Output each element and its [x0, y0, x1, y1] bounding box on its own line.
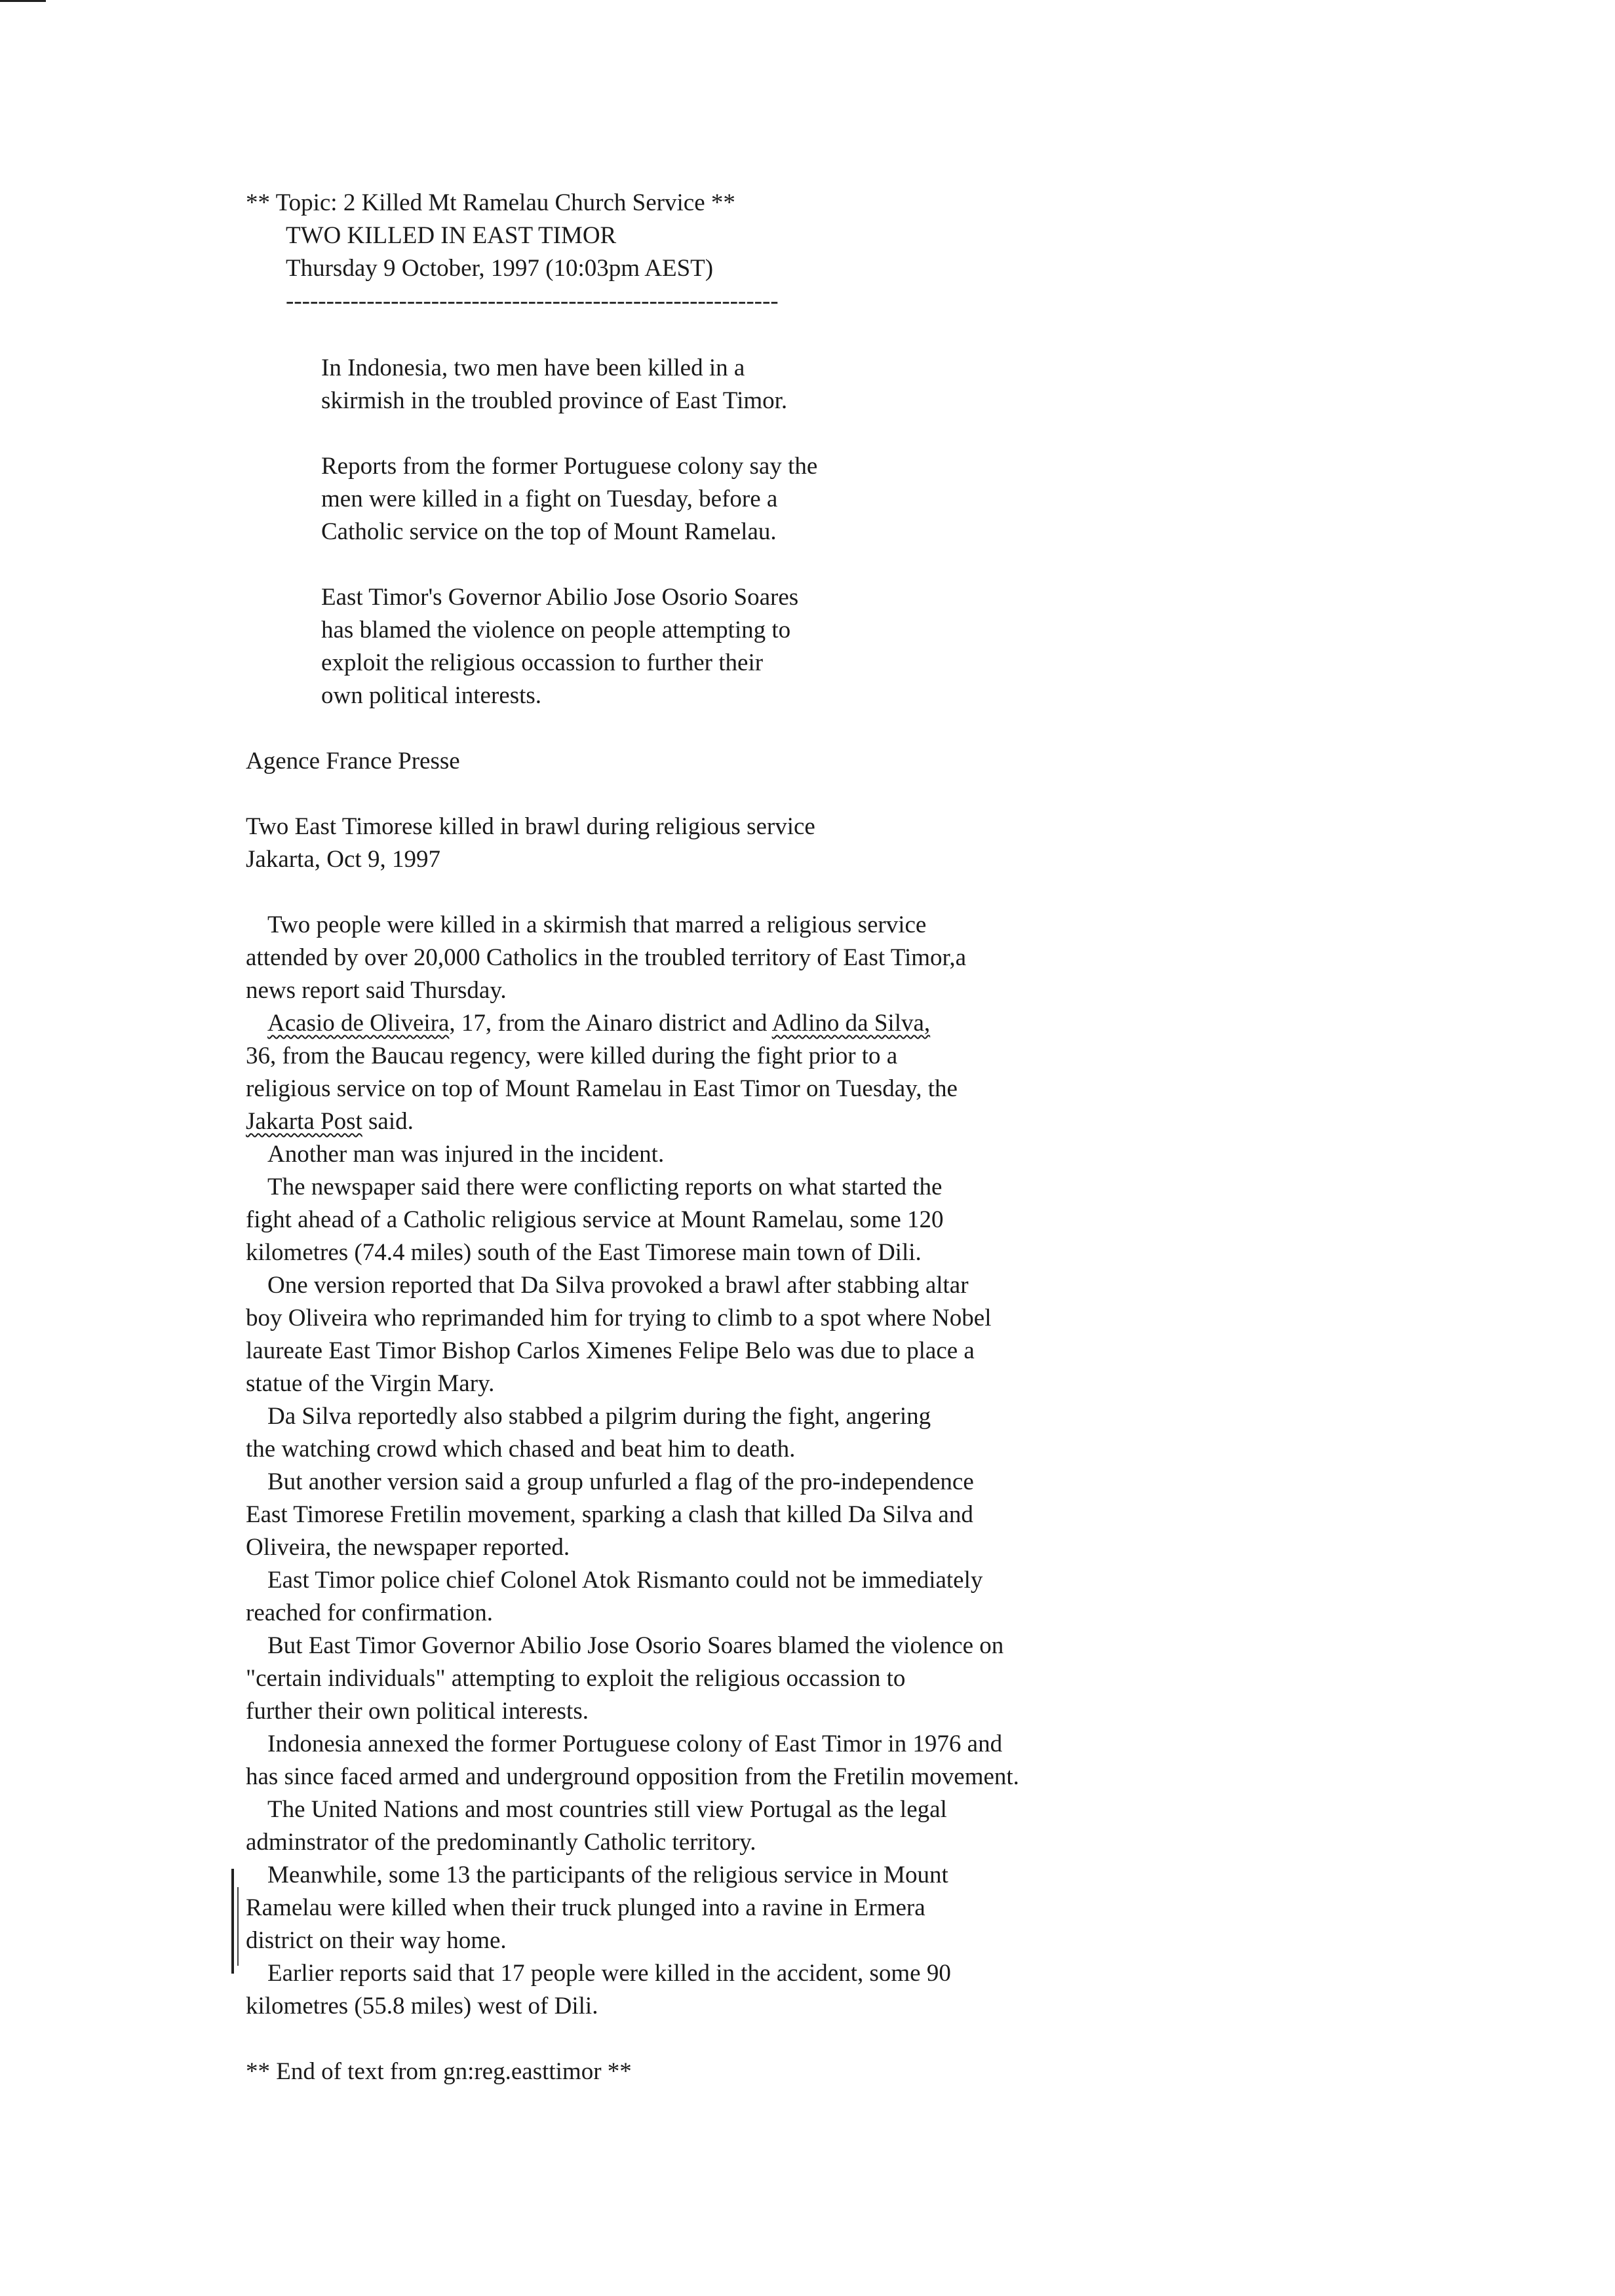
article-line: Meanwhile, some 13 the participants of the religious service in Mount	[267, 1862, 948, 1888]
underlined-name: Jakarta Post	[246, 1108, 362, 1135]
article-line: has since faced armed and underground opposition from the Fretilin movement.	[246, 1763, 1019, 1790]
summary-line: Catholic service on the top of Mount Ramelau.	[321, 518, 777, 545]
underlined-name: Acasio de Oliveira	[267, 1010, 450, 1037]
article-line: news report said Thursday.	[246, 977, 507, 1004]
summary-line: In Indonesia, two men have been killed in a	[321, 354, 745, 381]
article-line: religious service on top of Mount Ramelau in East Timor on Tuesday, the	[246, 1075, 958, 1102]
article-line: further their own political interests.	[246, 1698, 589, 1725]
summary-line: own political interests.	[321, 682, 542, 709]
article-line: 36, from the Baucau regency, were killed during the fight prior to a	[246, 1043, 898, 1069]
underlined-name: Adlino da Silva,	[771, 1010, 931, 1037]
article-line: kilometres (55.8 miles) west of Dili.	[246, 1993, 598, 2019]
summary-line: men were killed in a fight on Tuesday, before a	[321, 486, 778, 512]
article-line: One version reported that Da Silva provoked a brawl after stabbing altar	[267, 1272, 969, 1299]
summary-line: skirmish in the troubled province of East Timor.	[321, 387, 788, 414]
article-line: attended by over 20,000 Catholics in the troubled territory of East Timor,a	[246, 944, 967, 971]
article-title: Two East Timorese killed in brawl during religious service	[246, 813, 815, 840]
article-line: Oliveira, the newspaper reported.	[246, 1534, 570, 1561]
article-line: Indonesia annexed the former Portuguese colony of East Timor in 1976 and	[267, 1731, 1003, 1757]
article-line: Another man was injured in the incident.	[267, 1141, 665, 1168]
margin-annotation-mark	[231, 1869, 234, 1974]
separator-line: -------------------------------------------------------------	[286, 288, 779, 315]
article-line: district on their way home.	[246, 1927, 507, 1954]
article-line: "certain individuals" attempting to exploit the religious occassion to	[246, 1665, 906, 1692]
article-text: , 17, from the Ainaro district and	[449, 1010, 772, 1037]
article-line: Earlier reports said that 17 people were killed in the accident, some 90	[267, 1960, 951, 1987]
headline: TWO KILLED IN EAST TIMOR	[286, 222, 617, 249]
summary-line: East Timor's Governor Abilio Jose Osorio Soares	[321, 584, 799, 611]
article-line: kilometres (74.4 miles) south of the East Timorese main town of Dili.	[246, 1239, 922, 1266]
article-line: reached for confirmation.	[246, 1599, 494, 1626]
summary-line: exploit the religious occassion to further their	[321, 649, 764, 676]
article-line: But East Timor Governor Abilio Jose Osorio Soares blamed the violence on	[267, 1632, 1004, 1659]
article-line	[246, 1107, 414, 1136]
article-line: the watching crowd which chased and beat him to death.	[246, 1436, 796, 1463]
dateline: Thursday 9 October, 1997 (10:03pm AEST)	[286, 255, 714, 282]
summary-line: has blamed the violence on people attempting to	[321, 617, 791, 643]
article-line: The United Nations and most countries still view Portugal as the legal	[267, 1796, 947, 1823]
margin-annotation-mark	[237, 1887, 239, 1966]
article-line: East Timor police chief Colonel Atok Rismanto could not be immediately	[267, 1567, 983, 1594]
article-line: Ramelau were killed when their truck plunged into a ravine in Ermera	[246, 1894, 925, 1921]
summary-line: Reports from the former Portuguese colony say the	[321, 453, 818, 480]
article-text: said.	[362, 1108, 414, 1135]
article-line: East Timorese Fretilin movement, sparking a clash that killed Da Silva and	[246, 1501, 973, 1528]
article-line: The newspaper said there were conflicting reports on what started the	[267, 1174, 943, 1200]
article-line: boy Oliveira who reprimanded him for trying to climb to a spot where Nobel	[246, 1305, 992, 1331]
topic-line: ** Topic: 2 Killed Mt Ramelau Church Service **	[246, 189, 735, 216]
article-dateline: Jakarta, Oct 9, 1997	[246, 846, 440, 873]
article-line: adminstrator of the predominantly Catholic territory.	[246, 1829, 756, 1856]
source-agency: Agence France Presse	[246, 748, 460, 775]
article-line: Two people were killed in a skirmish that marred a religious service	[267, 911, 927, 938]
article-line: fight ahead of a Catholic religious service at Mount Ramelau, some 120	[246, 1206, 944, 1233]
article-line	[267, 1009, 930, 1038]
article-line: statue of the Virgin Mary.	[246, 1370, 495, 1397]
scan-edge-mark	[0, 0, 46, 2]
article-line: Da Silva reportedly also stabbed a pilgrim during the fight, angering	[267, 1403, 931, 1430]
article-line: But another version said a group unfurled a flag of the pro-independence	[267, 1468, 974, 1495]
article-line: laureate East Timor Bishop Carlos Ximenes Felipe Belo was due to place a	[246, 1337, 975, 1364]
end-of-text-line: ** End of text from gn:reg.easttimor **	[246, 2058, 632, 2085]
